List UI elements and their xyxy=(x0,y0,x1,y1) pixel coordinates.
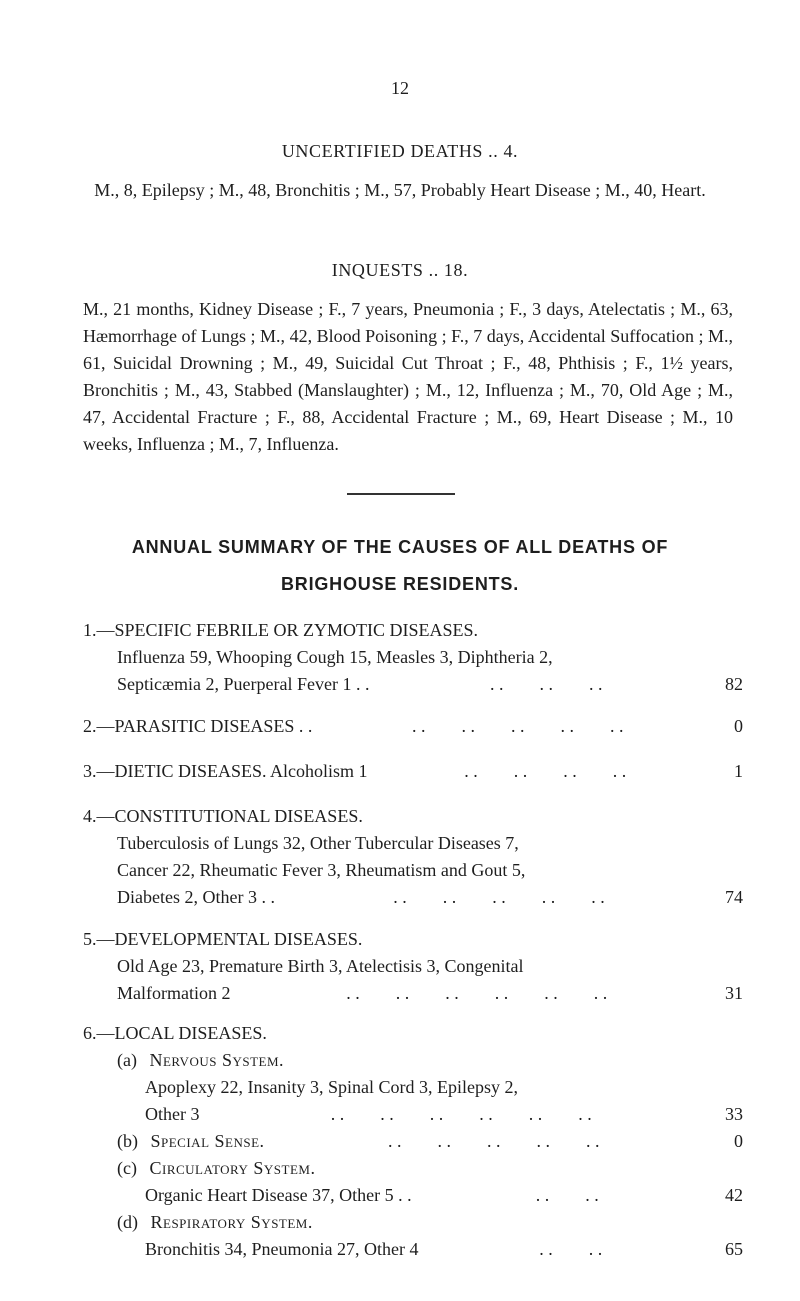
subcategory-b-total-row xyxy=(83,1128,743,1155)
subcategory-a-total-row xyxy=(83,1101,743,1128)
category-5-line1: Old Age 23, Premature Birth 3, Atelectisis 3, Congenital xyxy=(117,956,524,976)
category-2 xyxy=(83,713,743,740)
subcategory-a-header xyxy=(83,1047,743,1074)
subcategory-d-label: (d) xyxy=(117,1212,138,1232)
category-4-line2: Cancer 22, Rheumatic Fever 3, Rheumatism and Gout 5, xyxy=(117,860,526,880)
category-1-total-row xyxy=(83,671,743,698)
subcategory-a-line1: Apoplexy 22, Insanity 3, Spinal Cord 3, Epilepsy 2, xyxy=(145,1077,518,1097)
category-1 xyxy=(83,617,743,698)
subcategory-a-title: Nervous System. xyxy=(149,1050,285,1070)
inquests-heading: INQUESTS .. 18. xyxy=(331,260,469,280)
category-5-total-row xyxy=(83,980,743,1007)
category-4-line3: Diabetes 2, Other 3 . . xyxy=(117,887,275,907)
subcategory-d-total-row xyxy=(83,1236,743,1263)
category-5-line2: Malformation 2 xyxy=(117,983,231,1003)
category-4-total-row xyxy=(83,884,743,911)
category-3-dots: . . . . . . . . xyxy=(464,761,627,781)
subcategory-d-title: Respiratory System. xyxy=(150,1212,313,1232)
subcategory-d-line1: Bronchitis 34, Pneumonia 27, Other 4 xyxy=(145,1239,419,1259)
subcategory-c-line1: Organic Heart Disease 37, Other 5 . . xyxy=(145,1185,412,1205)
subcategory-d-total: 65 xyxy=(724,1239,743,1259)
category-2-title: 2.—PARASITIC DISEASES . . xyxy=(83,716,313,736)
category-1-title: 1.—SPECIFIC FEBRILE OR ZYMOTIC DISEASES. xyxy=(83,620,479,640)
subcategory-a-total: 33 xyxy=(724,1104,743,1124)
subcategory-c-title: Circulatory System. xyxy=(149,1158,316,1178)
category-1-dots: . . . . . . xyxy=(489,674,603,694)
subcategory-d-header xyxy=(83,1209,743,1236)
category-3-total: 1 xyxy=(733,761,743,781)
summary-title-line1: ANNUAL SUMMARY OF THE CAUSES OF ALL DEATHS OF xyxy=(131,537,669,557)
subcategory-c-dots: . . . . xyxy=(535,1185,599,1205)
subcategory-a-line2: Other 3 xyxy=(145,1104,200,1124)
category-5-total: 31 xyxy=(724,983,743,1003)
subcategory-b-title: Special Sense. xyxy=(150,1131,265,1151)
category-2-total-row xyxy=(83,713,743,740)
subcategory-a-label: (a) xyxy=(117,1050,137,1070)
category-1-line1: Influenza 59, Whooping Cough 15, Measles 3, Diphtheria 2, xyxy=(117,647,553,667)
category-4-title: 4.—CONSTITUTIONAL DISEASES. xyxy=(83,806,363,826)
category-5-title: 5.—DEVELOPMENTAL DISEASES. xyxy=(83,929,363,949)
category-4 xyxy=(83,803,743,911)
category-3-title: 3.—DIETIC DISEASES. Alcoholism 1 xyxy=(83,761,368,781)
category-2-total: 0 xyxy=(733,716,743,736)
subcategory-b-label: (b) xyxy=(117,1131,138,1151)
subcategory-a-dots: . . . . . . . . . . . . xyxy=(330,1104,592,1124)
category-1-line2: Septicæmia 2, Puerperal Fever 1 . . xyxy=(117,674,370,694)
category-5-dots: . . . . . . . . . . . . xyxy=(346,983,608,1003)
subcategory-c-total: 42 xyxy=(725,1185,743,1205)
subcategory-c-header xyxy=(83,1155,743,1182)
category-5 xyxy=(83,926,743,1007)
inquests-text: M., 21 months, Kidney Disease ; F., 7 years, Pneumonia ; F., 3 days, Atelectatis ; M., 63, Hæmorrhage of Lungs ; M., 42, Blood Poisoning ; F., 7 days, Accidental Suffocation ; M., 61, Suicidal Drowning ; M., 49, Suicidal Cut Throat ; F., 48, Phthisis ; F., 1½ years, Bronchitis ; M., 43, Stabbed (Manslaughter) ; M., 12, Influenza ; M., 70, Old Age ; M., 47, Accidental Fracture ; F., 88, Accidental Fracture ; M., 69, Heart Disease ; M., 10 weeks, Influenza ; M., 7, Influenza. xyxy=(83,299,733,454)
subcategory-b-dots: . . . . . . . . . . xyxy=(388,1131,600,1151)
category-1-total: 82 xyxy=(724,674,743,694)
uncertified-deaths-text: M., 8, Epilepsy ; M., 48, Bronchitis ; M., 57, Probably Heart Disease ; M., 40, Heart. xyxy=(94,180,706,200)
category-3-total-row xyxy=(83,758,743,785)
summary-title-line2: BRIGHOUSE RESIDENTS. xyxy=(280,574,520,594)
category-6 xyxy=(83,1020,743,1263)
uncertified-deaths-heading: UNCERTIFIED DEATHS .. 4. xyxy=(281,141,519,161)
category-2-dots: . . . . . . . . . . xyxy=(411,716,624,736)
category-6-title: 6.—LOCAL DISEASES. xyxy=(83,1023,267,1043)
subcategory-d-dots: . . . . xyxy=(539,1239,603,1259)
page-number: 12 xyxy=(391,78,409,98)
subcategory-b-total: 0 xyxy=(734,1131,743,1151)
subcategory-c-total-row xyxy=(83,1182,743,1209)
subcategory-c-label: (c) xyxy=(117,1158,137,1178)
category-4-line1: Tuberculosis of Lungs 32, Other Tubercular Diseases 7, xyxy=(117,833,519,853)
section-divider xyxy=(347,493,455,495)
category-3 xyxy=(83,758,743,785)
category-4-dots: . . . . . . . . . . xyxy=(393,887,605,907)
category-4-total: 74 xyxy=(725,887,743,907)
